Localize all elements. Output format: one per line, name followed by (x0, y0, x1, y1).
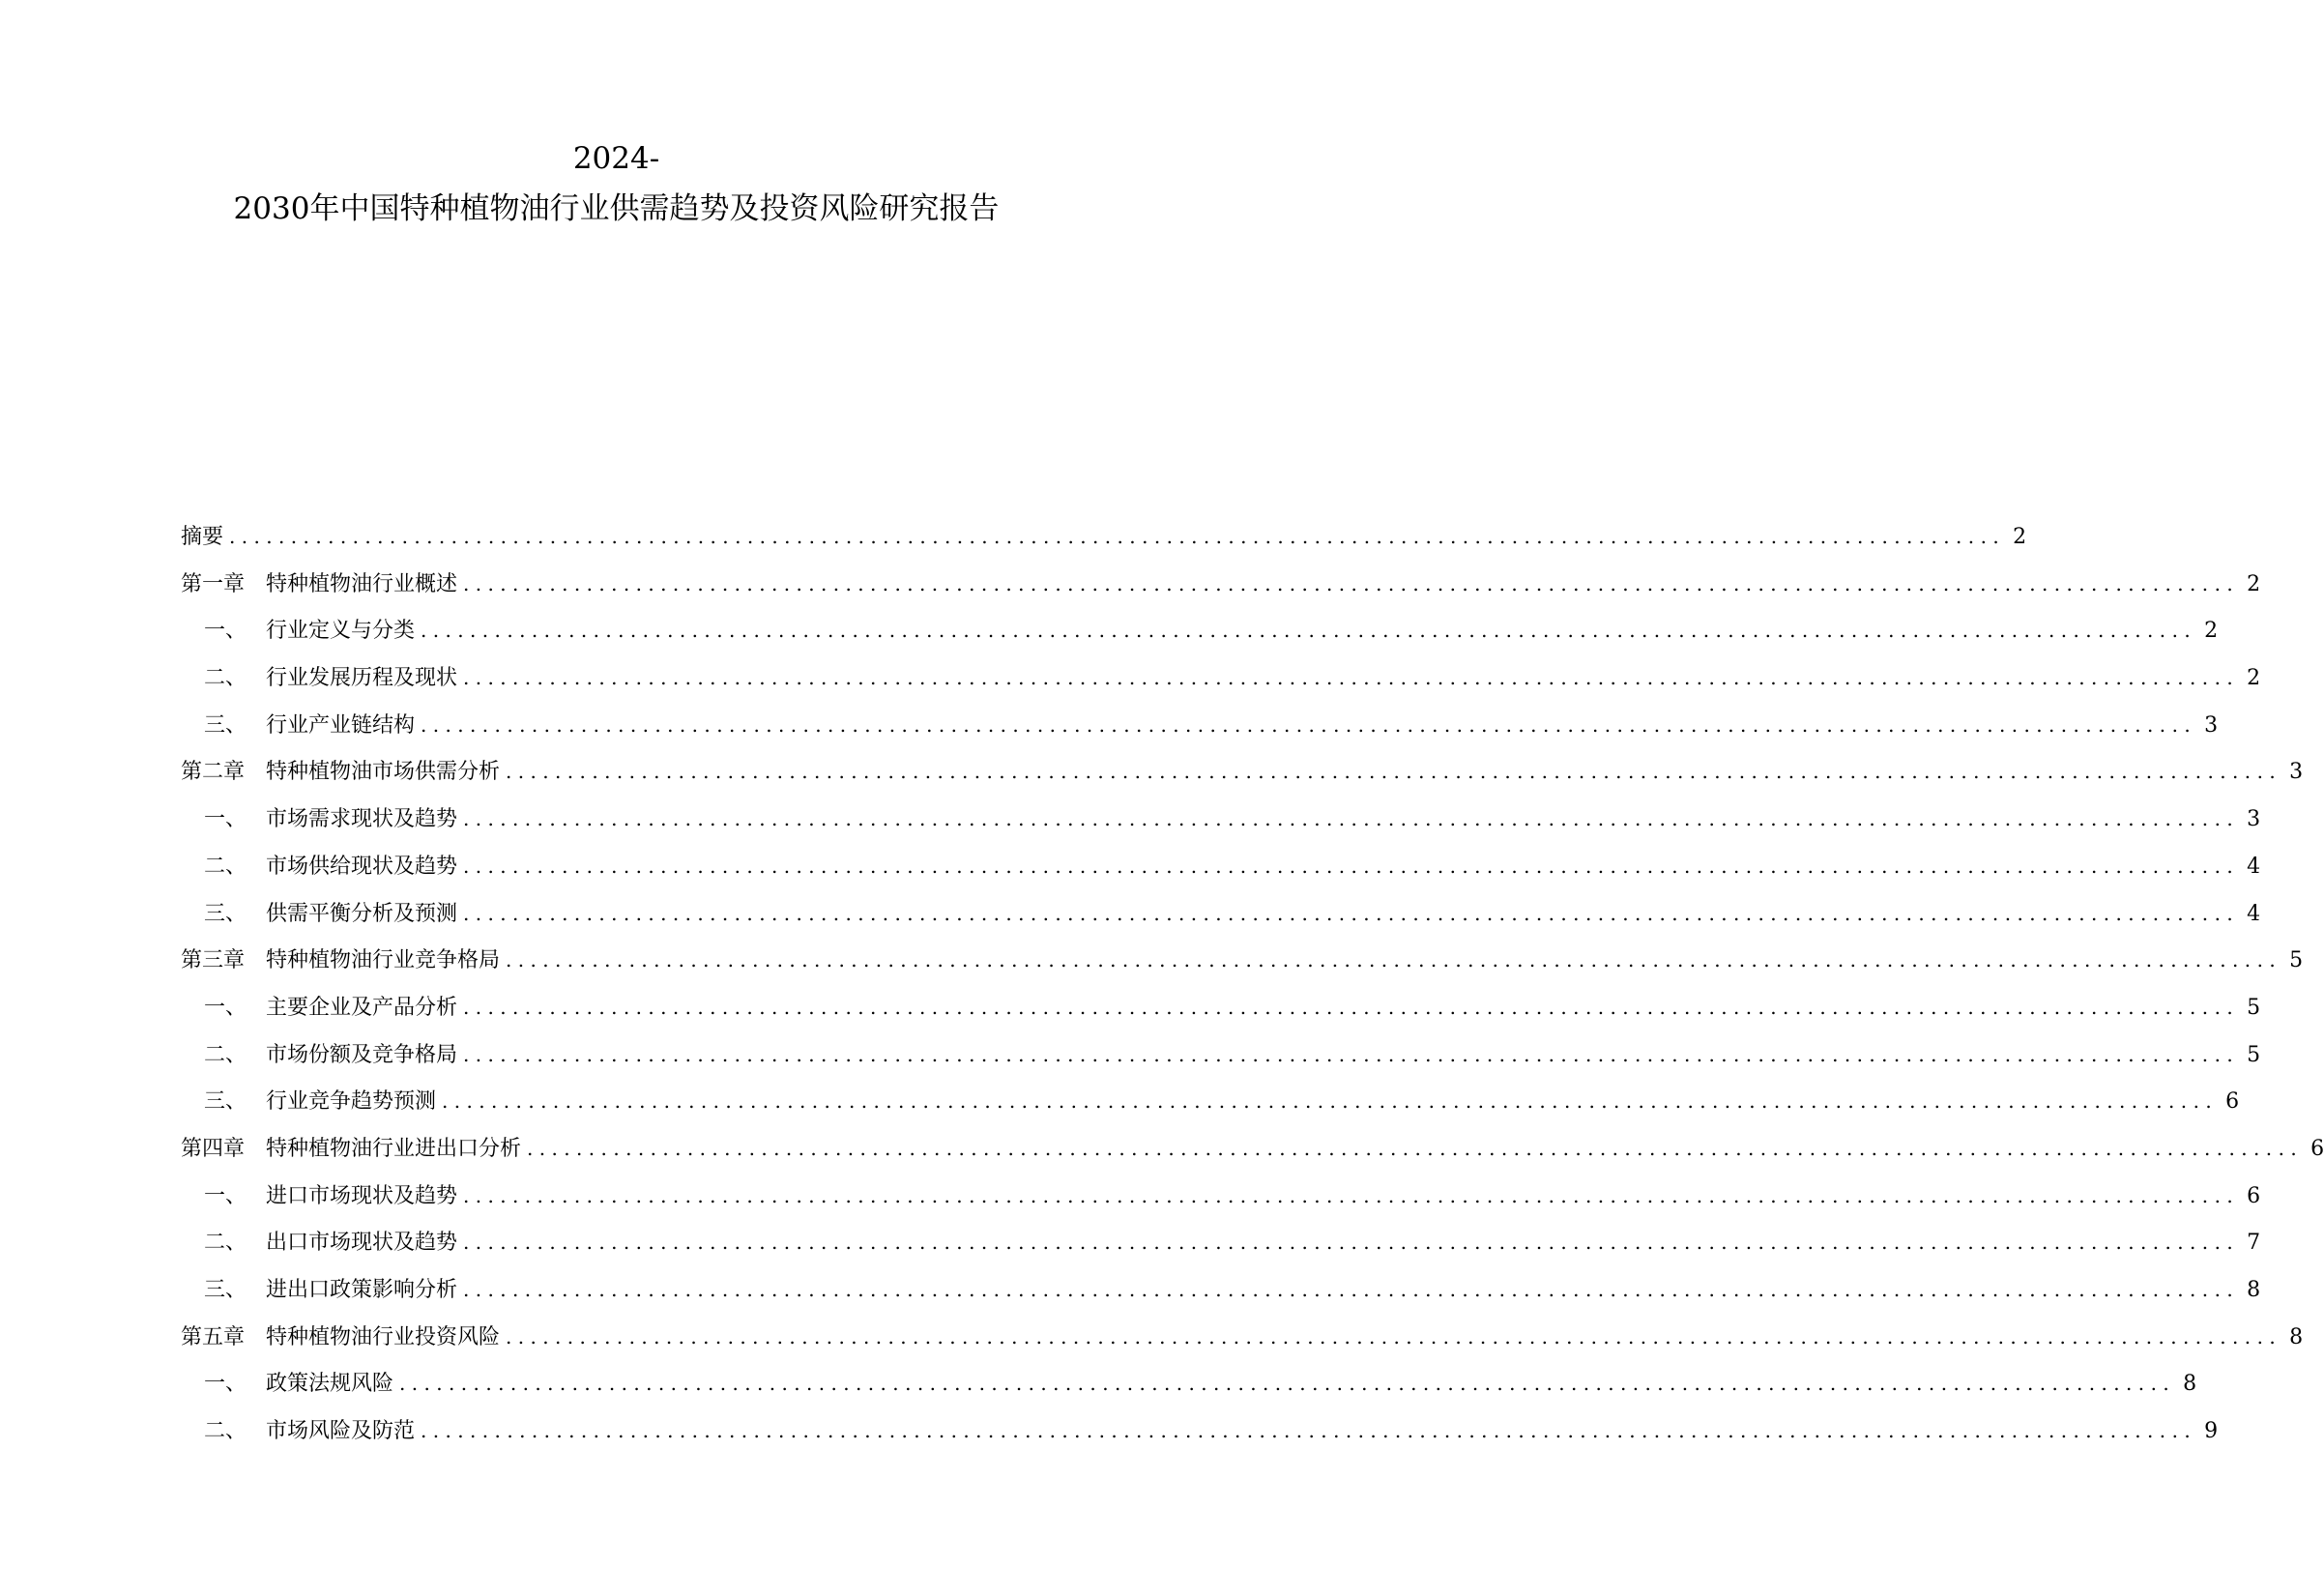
toc-entry-label: 供需平衡分析及预测 (266, 901, 458, 926)
toc-entry-page: 4 (2247, 901, 2261, 926)
toc-entry[interactable] (181, 1078, 2240, 1125)
title-line-1: 2024- (572, 141, 660, 176)
toc-entry-label: 行业产业链结构 (266, 712, 416, 738)
toc-entry-number: 一、 (204, 995, 247, 1020)
toc-entry[interactable] (181, 1360, 2197, 1407)
toc-entry-number: 三、 (204, 1089, 247, 1115)
toc-entry[interactable] (181, 1031, 2261, 1079)
toc-entry-label: 特种植物油行业竞争格局 (266, 948, 501, 973)
toc-entry-page: 5 (2289, 948, 2304, 973)
toc-entry-label: 摘要 (181, 525, 224, 549)
toc-entry-page: 5 (2247, 1042, 2261, 1067)
toc-entry[interactable] (181, 1266, 2261, 1314)
toc-entry-page: 6 (2247, 1183, 2261, 1208)
toc-leader-dots: ................................................................................................................................................ (463, 571, 2240, 595)
toc-leader-dots: ................................................................................................................................................ (399, 1372, 2176, 1396)
toc-entry-label: 行业定义与分类 (266, 619, 416, 644)
toc-entry-label: 政策法规风险 (266, 1372, 394, 1397)
toc-leader-dots: ................................................................................................................................................ (463, 901, 2240, 925)
toc-entry-number: 二、 (204, 1042, 247, 1067)
toc-entry[interactable] (181, 607, 2219, 654)
toc-entry-label: 出口市场现状及趋势 (266, 1231, 458, 1256)
title-line-2: 2030年中国特种植物油行业供需趋势及投资风险研究报告 (233, 191, 1000, 226)
toc-entry-page: 9 (2204, 1419, 2219, 1444)
toc-entry[interactable] (181, 796, 2261, 843)
toc-entry-number: 第一章 (181, 571, 246, 596)
toc-entry[interactable] (181, 1173, 2261, 1220)
toc-entry-number: 二、 (204, 1231, 247, 1256)
toc-leader-dots: ................................................................................................................................................ (506, 760, 2282, 784)
toc-entry-number: 二、 (204, 666, 247, 691)
toc-entry-page: 8 (2183, 1372, 2197, 1397)
toc-entry[interactable] (181, 702, 2219, 749)
toc-leader-dots: ................................................................................................................................................ (421, 712, 2197, 737)
toc-entry-label: 特种植物油市场供需分析 (266, 760, 501, 785)
toc-entry-page: 8 (2247, 1278, 2261, 1302)
table-of-contents (181, 513, 2324, 1455)
toc-entry-page: 8 (2289, 1324, 2304, 1349)
toc-entry-number: 一、 (204, 1183, 247, 1208)
toc-leader-dots: ................................................................................................................................................ (463, 995, 2240, 1019)
toc-entry-number: 二、 (204, 1419, 247, 1444)
toc-entry-label: 特种植物油行业进出口分析 (266, 1136, 522, 1161)
toc-entry-page: 2 (2247, 571, 2261, 596)
toc-entry-label: 市场供给现状及趋势 (266, 854, 458, 879)
toc-entry[interactable] (181, 654, 2261, 702)
toc-leader-dots: ................................................................................................................................................ (463, 854, 2240, 878)
toc-entry[interactable] (181, 937, 2304, 984)
toc-entry[interactable] (181, 1219, 2261, 1266)
toc-entry-label: 行业发展历程及现状 (266, 666, 458, 691)
toc-leader-dots: ................................................................................................................................................ (527, 1136, 2304, 1160)
toc-leader-dots: ................................................................................................................................................ (506, 948, 2282, 972)
toc-entry-number: 二、 (204, 854, 247, 879)
toc-entry-page: 2 (2247, 666, 2261, 691)
toc-entry-page: 6 (2225, 1089, 2240, 1115)
toc-entry-number: 第二章 (181, 760, 246, 785)
toc-entry[interactable] (181, 561, 2261, 608)
toc-entry-label: 市场需求现状及趋势 (266, 807, 458, 832)
toc-entry[interactable] (181, 1314, 2304, 1361)
toc-leader-dots: ................................................................................................................................................ (463, 1042, 2240, 1066)
toc-entry-page: 3 (2247, 807, 2261, 832)
toc-entry-number: 三、 (204, 712, 247, 738)
toc-entry[interactable] (181, 1407, 2219, 1455)
toc-entry[interactable] (181, 890, 2261, 938)
toc-entry-label: 进出口政策影响分析 (266, 1278, 458, 1302)
toc-entry-label: 特种植物油行业投资风险 (266, 1324, 501, 1349)
toc-entry-page: 5 (2247, 995, 2261, 1020)
toc-entry-number: 三、 (204, 901, 247, 926)
toc-entry-label: 进口市场现状及趋势 (266, 1183, 458, 1208)
toc-leader-dots: ................................................................................................................................................ (421, 1419, 2197, 1443)
document-title (0, 133, 1233, 234)
toc-leader-dots: ................................................................................................................................................ (229, 525, 2006, 548)
toc-entry-page: 4 (2247, 854, 2261, 879)
toc-entry[interactable] (181, 748, 2304, 796)
toc-entry-page: 6 (2310, 1136, 2324, 1161)
toc-entry-label: 行业竞争趋势预测 (266, 1089, 437, 1115)
toc-entry-number: 一、 (204, 1372, 247, 1397)
toc-leader-dots: ................................................................................................................................................ (463, 1231, 2240, 1255)
toc-leader-dots: ................................................................................................................................................ (442, 1089, 2219, 1114)
toc-leader-dots: ................................................................................................................................................ (421, 619, 2197, 643)
toc-entry-number: 第五章 (181, 1324, 246, 1349)
toc-leader-dots: ................................................................................................................................................ (463, 807, 2240, 831)
toc-leader-dots: ................................................................................................................................................ (463, 666, 2240, 690)
toc-entry-page: 7 (2247, 1231, 2261, 1256)
toc-entry-label: 主要企业及产品分析 (266, 995, 458, 1020)
toc-entry-page: 3 (2289, 760, 2304, 785)
toc-entry-page: 2 (2204, 619, 2219, 644)
toc-entry-page: 2 (2013, 525, 2027, 549)
toc-entry-number: 一、 (204, 619, 247, 644)
toc-entry-page: 3 (2204, 712, 2219, 738)
toc-entry[interactable] (181, 984, 2261, 1031)
toc-entry-number: 一、 (204, 807, 247, 832)
toc-leader-dots: ................................................................................................................................................ (463, 1278, 2240, 1301)
toc-entry-number: 第四章 (181, 1136, 246, 1161)
toc-entry-label: 市场份额及竞争格局 (266, 1042, 458, 1067)
toc-entry-number: 三、 (204, 1278, 247, 1302)
toc-entry-label: 市场风险及防范 (266, 1419, 416, 1444)
toc-entry[interactable] (181, 843, 2261, 890)
toc-leader-dots: ................................................................................................................................................ (463, 1183, 2240, 1207)
toc-entry-number: 第三章 (181, 948, 246, 973)
toc-entry-label: 特种植物油行业概述 (266, 571, 458, 596)
toc-entry[interactable] (181, 1125, 2324, 1173)
toc-leader-dots: ................................................................................................................................................ (506, 1324, 2282, 1348)
toc-entry[interactable] (181, 513, 2027, 561)
